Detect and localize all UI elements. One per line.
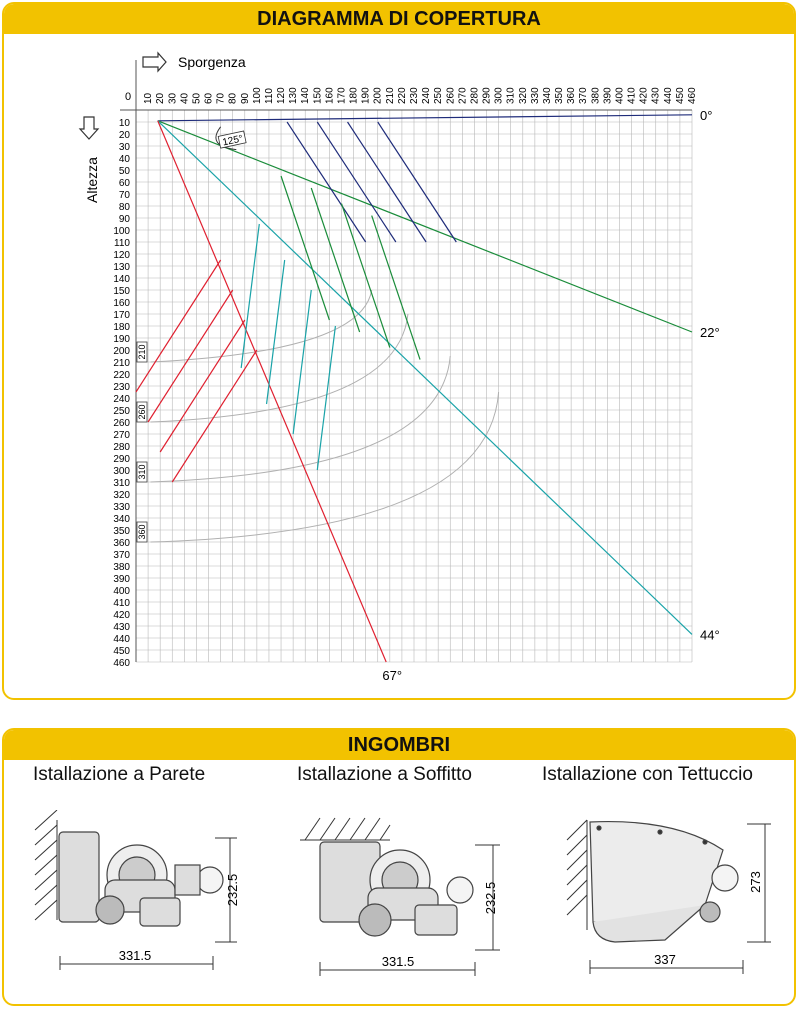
tilt-angle-label: 0° — [700, 107, 713, 123]
x-tick-label: 120 — [276, 87, 288, 104]
x-tick-label: 290 — [481, 87, 493, 104]
dimensions-title: INGOMBRI — [4, 730, 794, 760]
x-tick-label: 430 — [650, 87, 662, 104]
y-tick-label: 330 — [113, 502, 130, 513]
y-tick-label: 40 — [118, 154, 130, 165]
arm-angle-label: 125° — [221, 133, 245, 149]
x-tick-label: 250 — [433, 87, 445, 104]
y-tick-label: 340 — [113, 514, 130, 525]
x-tick-label: 50 — [191, 92, 203, 104]
y-tick-label: 310 — [113, 478, 130, 489]
x-tick-label: 160 — [324, 87, 336, 104]
canopy-width-value: 337 — [654, 952, 676, 967]
x-tick-label: 460 — [687, 87, 698, 104]
x-tick-label: 80 — [227, 92, 239, 104]
y-tick-label: 10 — [118, 118, 130, 129]
x-tick-label: 60 — [203, 92, 215, 104]
y-tick-label: 150 — [113, 286, 130, 297]
awning-motor-icon — [320, 842, 473, 936]
y-tick-label: 120 — [113, 250, 130, 261]
x-tick-label: 280 — [469, 87, 481, 104]
x-tick-label: 190 — [360, 87, 372, 104]
x-tick-label: 10 — [143, 92, 155, 104]
tilt-angle-label: 67° — [382, 668, 403, 683]
x-tick-label: 270 — [457, 87, 469, 104]
y-tick-label: 200 — [113, 346, 130, 357]
y-tick-label: 390 — [113, 574, 130, 585]
arm-line — [241, 224, 259, 368]
x-tick-label: 260 — [445, 87, 457, 104]
projection-label: 310 — [137, 464, 147, 480]
projection-label: 260 — [137, 404, 147, 420]
tilt-angle-label: 22° — [700, 325, 720, 340]
x-tick-label: 20 — [155, 92, 167, 104]
y-tick-label: 400 — [113, 586, 130, 597]
y-tick-label: 280 — [113, 442, 130, 453]
y-tick-label: 20 — [118, 130, 130, 141]
x-tick-label: 410 — [626, 87, 638, 104]
tilt-line — [158, 115, 692, 121]
y-tick-label: 460 — [113, 658, 130, 669]
y-tick-label: 80 — [118, 202, 130, 213]
x-tick-label: 310 — [505, 87, 517, 104]
x-tick-label: 320 — [517, 87, 529, 104]
x-tick-label: 170 — [336, 87, 348, 104]
x-tick-label: 90 — [239, 92, 251, 104]
projection-label: 360 — [137, 524, 147, 540]
y-tick-label: 30 — [118, 142, 130, 153]
x-tick-label: 450 — [674, 87, 686, 104]
x-tick-label: 30 — [167, 92, 179, 104]
wall-hatch-icon — [35, 810, 57, 920]
y-tick-label: 70 — [118, 190, 130, 201]
x-tick-label: 330 — [529, 87, 541, 104]
wall-height-value: 232.5 — [225, 873, 240, 907]
wall-hatch-icon — [567, 820, 587, 930]
caption-ceiling: Istallazione a Soffitto — [297, 764, 472, 785]
y-tick-label: 170 — [113, 310, 130, 321]
y-tick-label: 450 — [113, 646, 130, 657]
y-tick-label: 360 — [113, 538, 130, 549]
canopy-icon — [590, 822, 738, 942]
y-tick-label: 60 — [118, 178, 130, 189]
y-tick-label: 260 — [113, 418, 130, 429]
x-tick-label: 230 — [409, 87, 420, 104]
tilt-angle-label: 44° — [700, 627, 720, 643]
y-tick-label: 140 — [113, 274, 130, 285]
x-tick-label: 130 — [288, 87, 300, 104]
x-tick-label: 300 — [493, 87, 505, 104]
awning-motor-icon — [59, 832, 223, 926]
y-tick-label: 350 — [113, 526, 130, 537]
y-tick-label: 210 — [113, 358, 130, 369]
x-tick-label: 240 — [421, 87, 433, 104]
y-tick-label: 410 — [113, 598, 130, 609]
y-tick-label: 300 — [113, 466, 130, 477]
x-arrow-icon — [143, 53, 166, 71]
ceiling-height-value: 232.5 — [483, 881, 498, 915]
wall-width-value: 331.5 — [118, 948, 152, 963]
y-axis-label: Altezza — [84, 157, 100, 203]
x-tick-label: 440 — [662, 87, 674, 104]
y-tick-label: 130 — [113, 262, 130, 273]
y-tick-label: 380 — [113, 562, 130, 573]
ceiling-installation-drawing — [290, 810, 520, 980]
arm-line — [148, 290, 233, 422]
x-tick-label: 150 — [312, 87, 324, 104]
x-tick-label: 380 — [590, 87, 602, 104]
x-tick-label: 340 — [541, 87, 553, 104]
y-tick-label: 250 — [113, 406, 130, 417]
x-tick-label: 140 — [300, 87, 312, 104]
x-tick-label: 390 — [602, 87, 614, 104]
y-tick-labels — [113, 118, 130, 669]
y-tick-label: 180 — [113, 322, 130, 333]
y-tick-label: 320 — [113, 490, 130, 501]
y-tick-label: 220 — [113, 370, 130, 381]
x-tick-label: 200 — [372, 87, 384, 104]
tilt-line — [158, 121, 692, 332]
y-tick-label: 160 — [113, 298, 130, 309]
ceiling-hatch-icon — [300, 818, 390, 840]
x-tick-label: 110 — [263, 88, 275, 104]
y-tick-label: 100 — [113, 226, 130, 237]
y-tick-label: 290 — [113, 454, 130, 465]
x-tick-label: 210 — [384, 87, 396, 104]
x-tick-label: 220 — [396, 87, 408, 104]
y-tick-label: 370 — [113, 550, 130, 561]
x-tick-label: 360 — [566, 87, 578, 104]
canopy-height-value: 273 — [748, 871, 763, 893]
y-tick-label: 230 — [113, 382, 130, 393]
arm-line — [172, 350, 257, 482]
x-tick-label: 180 — [348, 87, 360, 104]
wall-installation-drawing — [25, 810, 255, 980]
y-tick-label: 440 — [113, 634, 130, 645]
y-arrow-icon — [80, 117, 98, 139]
y-tick-label: 420 — [113, 610, 130, 621]
y-tick-label: 50 — [118, 166, 130, 177]
y-tick-label: 190 — [113, 334, 130, 345]
projection-label: 210 — [137, 344, 147, 360]
arm-line — [267, 260, 285, 404]
tilt-line — [158, 121, 692, 635]
x-tick-label: 70 — [215, 92, 227, 104]
x-tick-label: 370 — [578, 87, 590, 104]
x-tick-label: 40 — [179, 92, 191, 104]
y-tick-label: 90 — [118, 214, 130, 225]
caption-canopy: Istallazione con Tettuccio — [542, 764, 753, 785]
y-tick-label: 270 — [113, 430, 130, 441]
coverage-title: DIAGRAMMA DI COPERTURA — [4, 4, 794, 34]
x-tick-label: 100 — [251, 87, 263, 104]
canopy-installation-drawing — [555, 810, 785, 980]
y-tick-label: 430 — [113, 622, 130, 633]
y-tick-label: 110 — [114, 238, 130, 249]
x-tick-labels — [143, 87, 698, 104]
x-tick-label: 400 — [614, 87, 626, 104]
x-tick-label: 420 — [638, 87, 650, 104]
y-tick-label: 240 — [113, 394, 130, 405]
x-tick-label: 350 — [554, 87, 566, 104]
chart-grid — [120, 60, 692, 662]
origin-label: 0 — [124, 91, 132, 103]
caption-wall: Istallazione a Parete — [33, 764, 206, 785]
x-axis-label: Sporgenza — [178, 54, 246, 70]
ceiling-width-value: 331.5 — [381, 954, 415, 969]
arm-line — [311, 188, 359, 332]
tilt-line — [158, 121, 386, 662]
